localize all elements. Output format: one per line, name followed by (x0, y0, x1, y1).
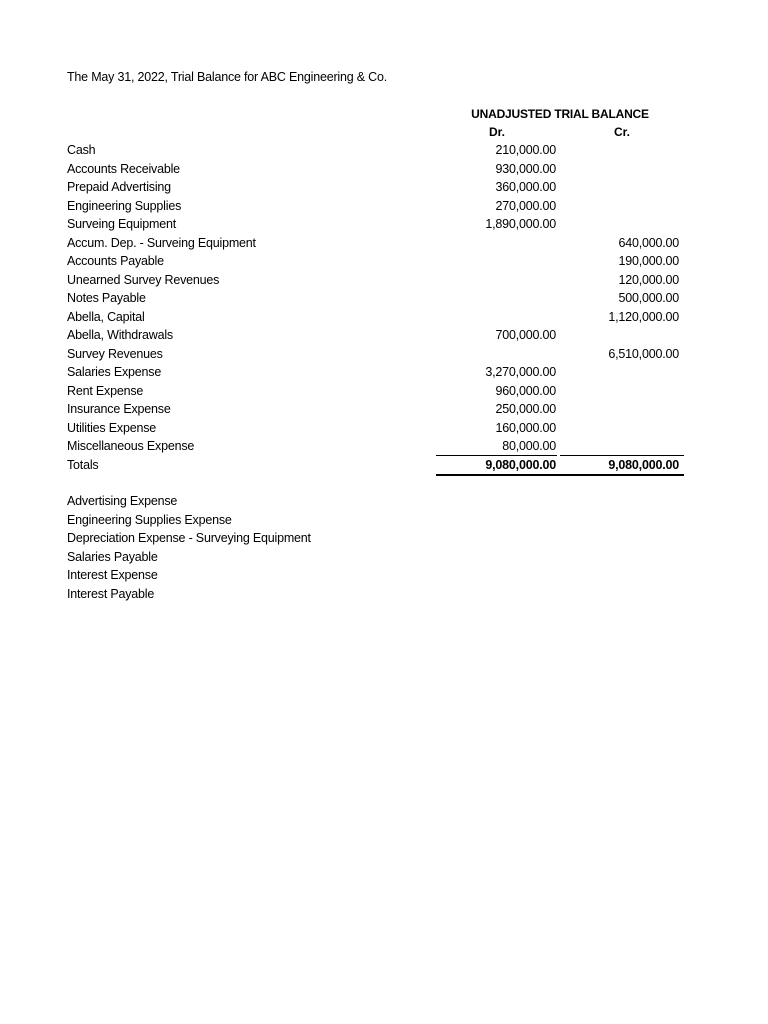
totals-bottom-rule (436, 474, 684, 476)
debit-total: 9,080,000.00 (485, 457, 556, 472)
account-name: Rent Expense (67, 383, 144, 398)
account-name: Accounts Receivable (67, 161, 180, 176)
account-name: Salaries Expense (67, 365, 162, 379)
list-item: Interest Payable (67, 586, 155, 601)
debit-amount: 700,000.00 (495, 328, 556, 342)
debit-amount: 930,000.00 (495, 161, 556, 176)
debit-amount: 270,000.00 (495, 198, 556, 213)
credit-amount: 120,000.00 (618, 272, 679, 287)
debit-amount: 3,270,000.00 (485, 365, 556, 379)
table-row (0, 363, 768, 382)
table-row (0, 382, 768, 401)
account-name: Insurance Expense (67, 402, 171, 416)
table-row (0, 252, 768, 271)
debit-amount: 960,000.00 (495, 383, 556, 398)
debit-total-top-rule (436, 455, 557, 456)
credit-column-header: Cr. (614, 125, 631, 139)
table-row (0, 289, 768, 308)
account-name: Accum. Dep. - Surveing Equipment (67, 235, 256, 250)
list-item: Depreciation Expense - Surveying Equipment (67, 531, 311, 545)
table-row (0, 178, 768, 197)
account-name: Abella, Withdrawals (67, 328, 173, 342)
debit-column-header: Dr. (489, 125, 506, 139)
list-item: Salaries Payable (67, 549, 158, 564)
credit-amount: 190,000.00 (618, 254, 679, 268)
table-row (0, 345, 768, 364)
account-name: Cash (67, 143, 96, 157)
table-row (0, 419, 768, 438)
debit-amount: 160,000.00 (495, 420, 556, 435)
table-row (0, 437, 768, 456)
totals-label: Totals (67, 457, 99, 472)
table-row (0, 141, 768, 160)
account-name: Notes Payable (67, 291, 146, 305)
table-row (0, 197, 768, 216)
totals-row (0, 456, 768, 475)
account-name: Unearned Survey Revenues (67, 272, 220, 287)
table-row (0, 308, 768, 327)
credit-total-top-rule (560, 455, 684, 456)
trial-balance-table (0, 141, 768, 474)
credit-amount: 640,000.00 (618, 235, 679, 250)
account-name: Prepaid Advertising (67, 180, 171, 194)
additional-accounts-list (67, 492, 311, 603)
table-row (0, 215, 768, 234)
table-row (0, 326, 768, 345)
table-row (0, 400, 768, 419)
list-item: Advertising Expense (67, 494, 178, 508)
document-title: The May 31, 2022, Trial Balance for ABC Engineering & Co. (67, 70, 388, 84)
account-name: Abella, Capital (67, 309, 145, 324)
account-name: Surveing Equipment (67, 217, 176, 231)
account-name: Accounts Payable (67, 254, 164, 268)
table-row (0, 271, 768, 290)
credit-amount: 6,510,000.00 (608, 346, 679, 361)
debit-amount: 1,890,000.00 (485, 217, 556, 231)
credit-amount: 1,120,000.00 (608, 309, 679, 324)
account-name: Engineering Supplies (67, 198, 182, 213)
debit-amount: 250,000.00 (495, 402, 556, 416)
list-item: Interest Expense (67, 568, 158, 582)
account-name: Survey Revenues (67, 346, 163, 361)
account-name: Utilities Expense (67, 420, 157, 435)
account-name: Miscellaneous Expense (67, 439, 195, 453)
table-row (0, 234, 768, 253)
debit-amount: 80,000.00 (502, 439, 556, 453)
debit-amount: 210,000.00 (495, 143, 556, 157)
list-item: Engineering Supplies Expense (67, 512, 232, 527)
section-heading: UNADJUSTED TRIAL BALANCE (471, 107, 649, 121)
debit-amount: 360,000.00 (495, 180, 556, 194)
table-row (0, 160, 768, 179)
credit-total: 9,080,000.00 (608, 457, 679, 472)
credit-amount: 500,000.00 (618, 291, 679, 305)
